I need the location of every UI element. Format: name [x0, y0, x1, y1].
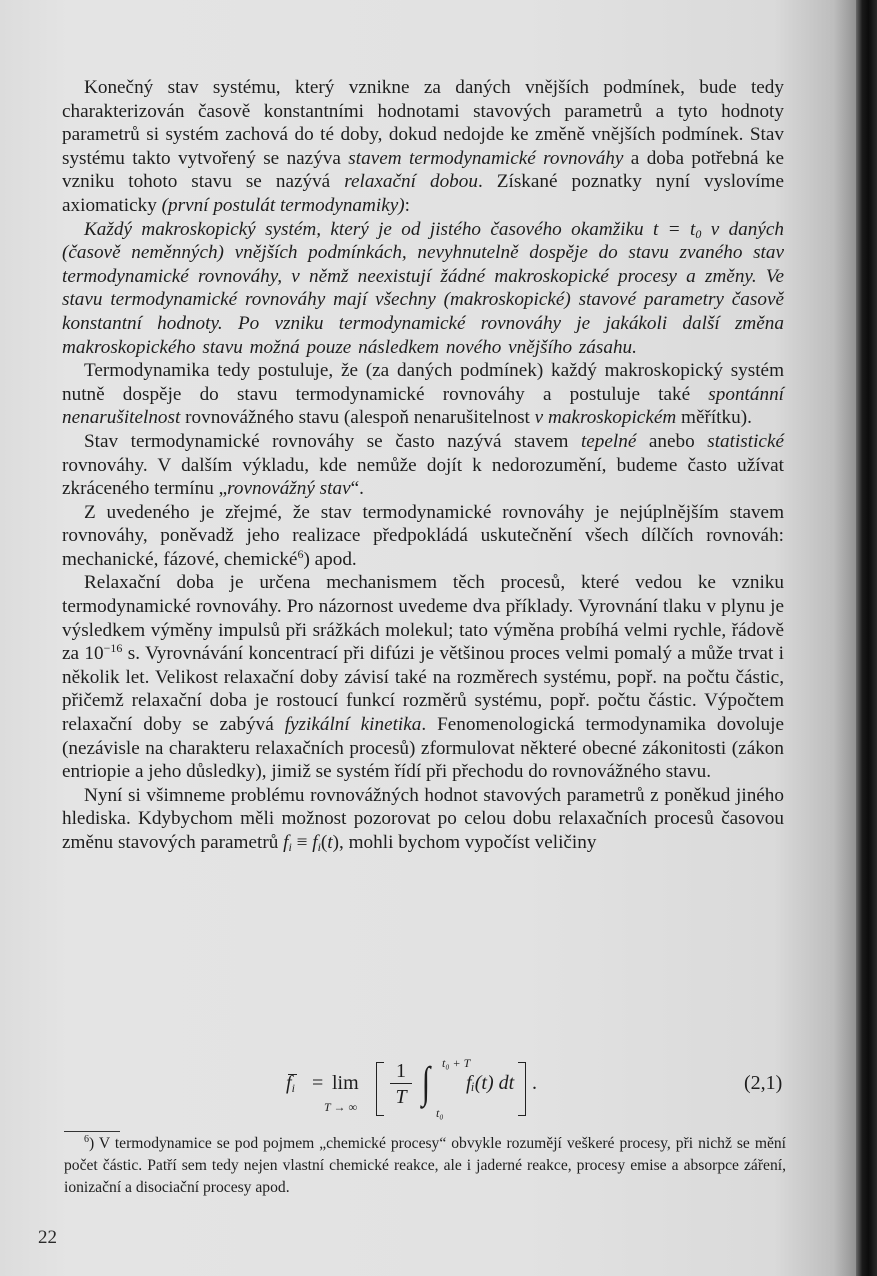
text-run: Relaxační doba je určena mechanismem těch procesů, které vedou ke vzniku termodynamické rovnováhy. Pro názornost uvedeme dva příklady. Vyrovnání tlaku v plynu je výsledkem výměny impulsů při srážkách molekul; tato výměna probíhá velmi rychle, řádově za 10: [62, 572, 784, 665]
eq-lim-subscript: T → ∞: [324, 1100, 358, 1114]
integral-lower-limit: t₀: [436, 1106, 444, 1120]
text-run: . Získané poznatky nyní vyslovíme axiomaticky: [62, 171, 784, 216]
page-number: 22: [38, 1227, 57, 1248]
text-run: ), mohli bychom vypočíst veličiny: [332, 832, 597, 853]
italic-text: v makroskopickém: [534, 407, 677, 429]
integrand: fᵢ(t) dt: [466, 1072, 515, 1094]
paragraph: [62, 501, 784, 572]
footnote-text: ) V termodynamice se pod pojmem „chemické procesy“ obvykle rozumějí veškeré procesy, při nichž se mění počet částic. Patří sem tedy nejen vlastní chemické reakce, ale i jaderné reakce, procesy emise a absorpce záření, ionizační a disociační procesy apod.: [64, 1135, 786, 1196]
integral-sign: ∫: [421, 1058, 431, 1107]
footnote: [64, 1133, 786, 1199]
italic-text: f: [312, 832, 318, 853]
italic-text: relaxační dobou: [344, 171, 478, 193]
subscript: 0: [695, 226, 702, 241]
paragraph: [62, 571, 784, 783]
eq-period: .: [532, 1072, 537, 1094]
footnote-rule: [64, 1131, 120, 1132]
subscript: i: [317, 840, 321, 854]
body-text: [62, 76, 784, 855]
eq-lhs: $f_i$: [286, 1072, 295, 1095]
subscript: i: [288, 840, 292, 854]
superscript: −16: [103, 641, 123, 656]
eq-fraction: 1 T: [390, 1060, 412, 1109]
superscript: 6: [297, 546, 304, 561]
italic-text: Každý makroskopický systém, který je od jistého časového okamžiku t = t: [84, 218, 696, 240]
text-run: ≡: [291, 832, 313, 853]
text-run: ) apod.: [303, 548, 357, 570]
left-bracket: [376, 1062, 384, 1116]
text-run: Konečný stav systému, který vznikne za daných vnějších podmínek, bude tedy charakterizován časově konstantními hodnotami stavových parametrů a tyto hodnoty parametrů si systém zachová do té doby, dokud nedojde ke změně vnějších podmínek. Stav systému takto vytvořený se nazýva: [62, 77, 784, 169]
italic-text: (první postulát termodynamiky): [161, 194, 405, 216]
eq-lim: lim: [332, 1072, 359, 1094]
paragraph: [62, 430, 784, 501]
text-run: rovnováhy. V dalším výkladu, kde nemůže dojít k nedorozumění, budeme často užívat zkráceného termínu „: [62, 454, 784, 500]
equation-2-1: [286, 1050, 786, 1126]
text-run: (: [320, 832, 328, 853]
footnote-marker: 6: [84, 1134, 89, 1145]
italic-text: statistické: [707, 430, 784, 452]
integral-upper-limit: t₀ + T: [442, 1056, 471, 1070]
text-run: Z uvedeného je zřejmé, že stav termodynamické rovnováhy je nejúplnějším stavem rovnováhy, poněvadž jeho realizace předpokládá uskutečnění všech dílčích rovnováh: mechanické, fázové, chemické: [62, 501, 784, 570]
italic-text: tepelné: [580, 430, 637, 452]
right-bracket: [518, 1062, 526, 1116]
text-run: anebo: [636, 430, 708, 452]
paragraph: [62, 784, 784, 855]
italic-text: f: [283, 832, 289, 853]
italic-text: rovnovážný stav: [227, 478, 351, 500]
text-run: s. Vyrovnávání koncentrací při difúzi je většinou proces velmi pomalý a může trvat i několik let. Velikost relaxační doby závisí také na rozměrech systému, popř. na počtu částic, přičemž relaxační doba je rostoucí funkcí rozměrů systému, popř. počtu částic. Výpočtem relaxační doby se zabývá: [62, 643, 784, 736]
italic-text: fyzikální kinetika: [284, 714, 422, 736]
text-run: Termodynamika tedy postuluje, že (za daných podmínek) každý makroskopický systém nutně dospěje do stavu termodynamické rovnováhy a postuluje také: [62, 360, 784, 405]
postulate-paragraph: [62, 218, 784, 360]
paragraph: [62, 359, 784, 430]
text-run: měřítku).: [676, 407, 752, 429]
italic-text: stavem termodynamické rovnováhy: [348, 147, 624, 169]
text-run: a doba potřebná ke vzniku tohoto stavu se nazývá: [62, 147, 785, 193]
italic-text: v daných (časově neměnných) vnějších podmínkách, nevyhnutelně dospěje do stavu zvaného stav termodynamické rovnováhy, v němž neexistují žádné makroskopické procesy a změny. Ve stavu termodynamické rovnováhy mají všechny (makroskopické) stavové parametry časově konstantní hodnoty. Po vzniku termodynamické rovnováhy je jakákoli další změna makroskopického stavu možná pouze následkem nového vnějšího zásahu.: [62, 218, 784, 358]
text-run: rovnovážného stavu (alespoň nenarušitelnost: [180, 407, 535, 429]
text-run: Nyní si všimneme problému rovnovážných hodnot stavových parametrů z poněkud jiného hlediska. Kdybychom měli možnost pozorovat po celou dobu relaxačních procesů časovou změnu stavových parametrů: [62, 784, 784, 853]
text-run: . Fenomenologická termodynamika dovoluje (nezávisle na charakteru relaxačních procesů) zformulovat některé obecné zákonitosti (zákon entriopie a jeho důsledky), jimiž se systém řídí při přechodu do rovnovážného stavu.: [62, 714, 784, 783]
eq-equals: =: [312, 1072, 324, 1094]
text-run: :: [404, 194, 410, 216]
book-spine-shadow: [856, 0, 877, 1276]
italic-text: t: [327, 832, 333, 853]
text-run: “.: [350, 478, 364, 500]
equation-number: (2,1): [744, 1072, 783, 1094]
text-run: Stav termodynamické rovnováhy se často nazývá stavem: [84, 430, 581, 452]
paragraph: [62, 76, 784, 218]
italic-text: spontánní nenarušitelnost: [62, 383, 784, 429]
